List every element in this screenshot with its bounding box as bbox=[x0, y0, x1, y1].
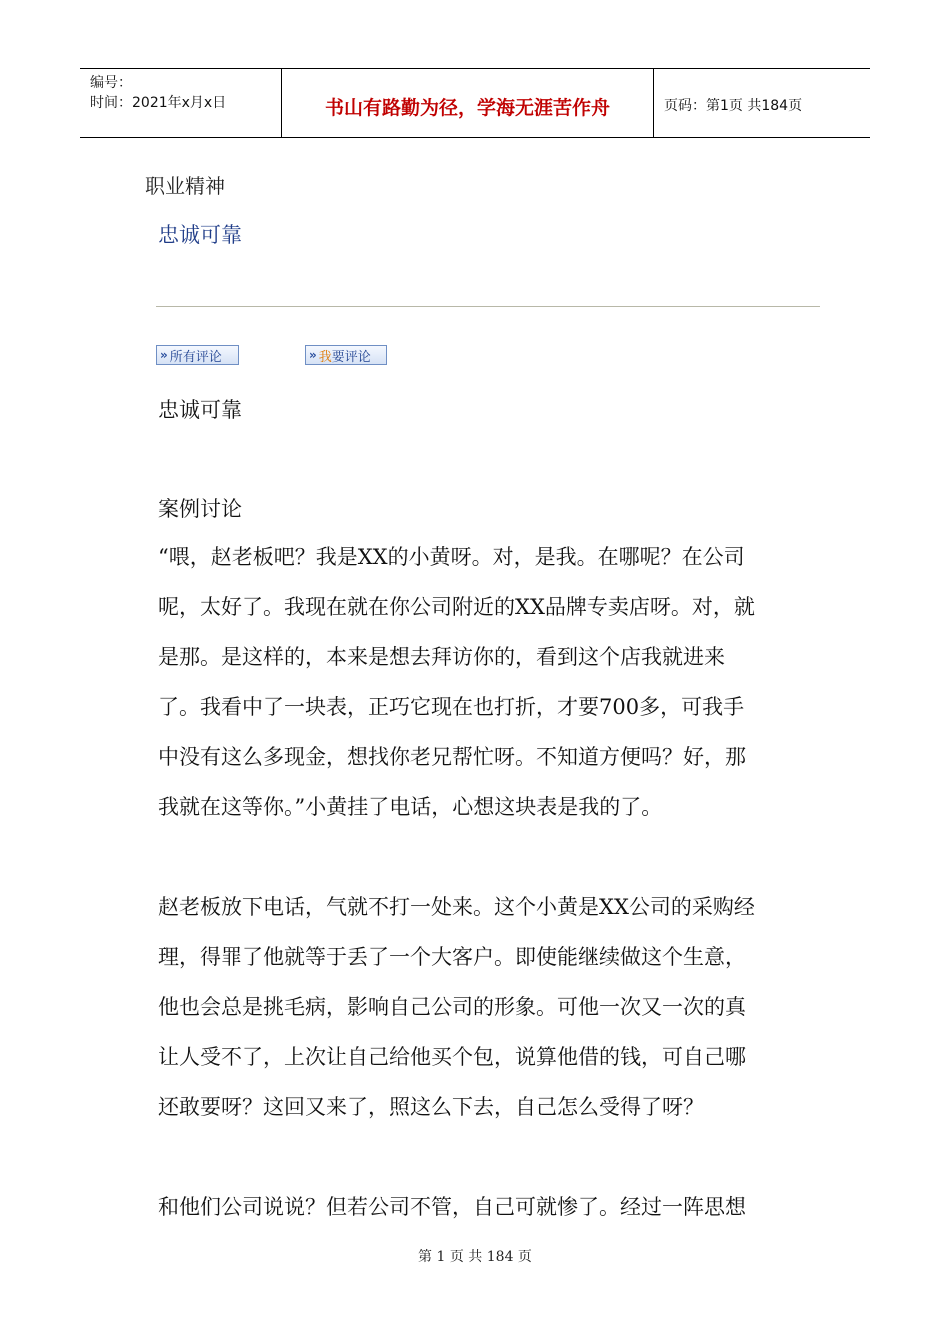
double-chevron-right-icon: » bbox=[160, 348, 168, 362]
write-comment-label-rest: 要评论 bbox=[331, 349, 371, 365]
all-comments-label: 所有评论 bbox=[169, 349, 222, 365]
category-label: 职业精神 bbox=[145, 174, 225, 198]
document-number-label: 编号： bbox=[90, 75, 132, 91]
paragraph-line: 是那。是这样的，本来是想去拜访你的，看到这个店我就进来 bbox=[158, 645, 725, 669]
paragraph-1 bbox=[158, 532, 798, 832]
paragraph-line: 我就在这等你。”小黄挂了电话，心想这块表是我的了。 bbox=[158, 795, 663, 819]
paragraph-line: 理，得罪了他就等于丢了一个大客户。即使能继续做这个生意， bbox=[158, 945, 746, 969]
paragraph-line: 中没有这么多现金，想找你老兄帮忙呀。不知道方便吗？好，那 bbox=[158, 745, 746, 769]
write-comment-label-highlight: 我 bbox=[318, 349, 332, 365]
header-page-info: 页码：第1页 共184页 bbox=[664, 98, 803, 114]
document-time-label: 时间：2021年x月x日 bbox=[90, 95, 227, 111]
paragraph-line: 还敢要呀？这回又来了，照这么下去，自己怎么受得了呀？ bbox=[158, 1095, 704, 1119]
paragraph-line: 让人受不了，上次让自己给他买个包，说算他借的钱，可自己哪 bbox=[158, 1045, 746, 1069]
paragraph-line: “喂，赵老板吧？我是XX的小黄呀。对，是我。在哪呢？在公司 bbox=[158, 545, 745, 569]
section-heading: 案例讨论 bbox=[158, 497, 242, 521]
page-footer: 第 1 页 共 184 页 bbox=[418, 1249, 532, 1265]
paragraph-line: 呢，太好了。我现在就在你公司附近的XX品牌专卖店呀。对，就 bbox=[158, 595, 755, 619]
article-subtitle: 忠诚可靠 bbox=[158, 398, 242, 422]
paragraph-line: 赵老板放下电话，气就不打一处来。这个小黄是XX公司的采购经 bbox=[158, 895, 755, 919]
write-comment-button[interactable] bbox=[305, 345, 387, 365]
header-meta-cell bbox=[80, 69, 282, 137]
all-comments-button[interactable] bbox=[156, 345, 239, 365]
header-motto: 书山有路勤为径，学海无涯苦作舟 bbox=[282, 69, 654, 137]
document-header bbox=[80, 68, 870, 138]
article-title-link[interactable]: 忠诚可靠 bbox=[158, 223, 242, 247]
title-divider bbox=[156, 306, 820, 307]
paragraph-2 bbox=[158, 882, 798, 1132]
paragraph-line: 他也会总是挑毛病，影响自己公司的形象。可他一次又一次的真 bbox=[158, 995, 746, 1019]
paragraph-3 bbox=[158, 1182, 798, 1232]
double-chevron-right-icon: » bbox=[309, 348, 317, 362]
paragraph-line: 和他们公司说说？但若公司不管，自己可就惨了。经过一阵思想 bbox=[158, 1195, 746, 1219]
paragraph-line: 了。我看中了一块表，正巧它现在也打折，才要700多，可我手 bbox=[158, 695, 745, 719]
